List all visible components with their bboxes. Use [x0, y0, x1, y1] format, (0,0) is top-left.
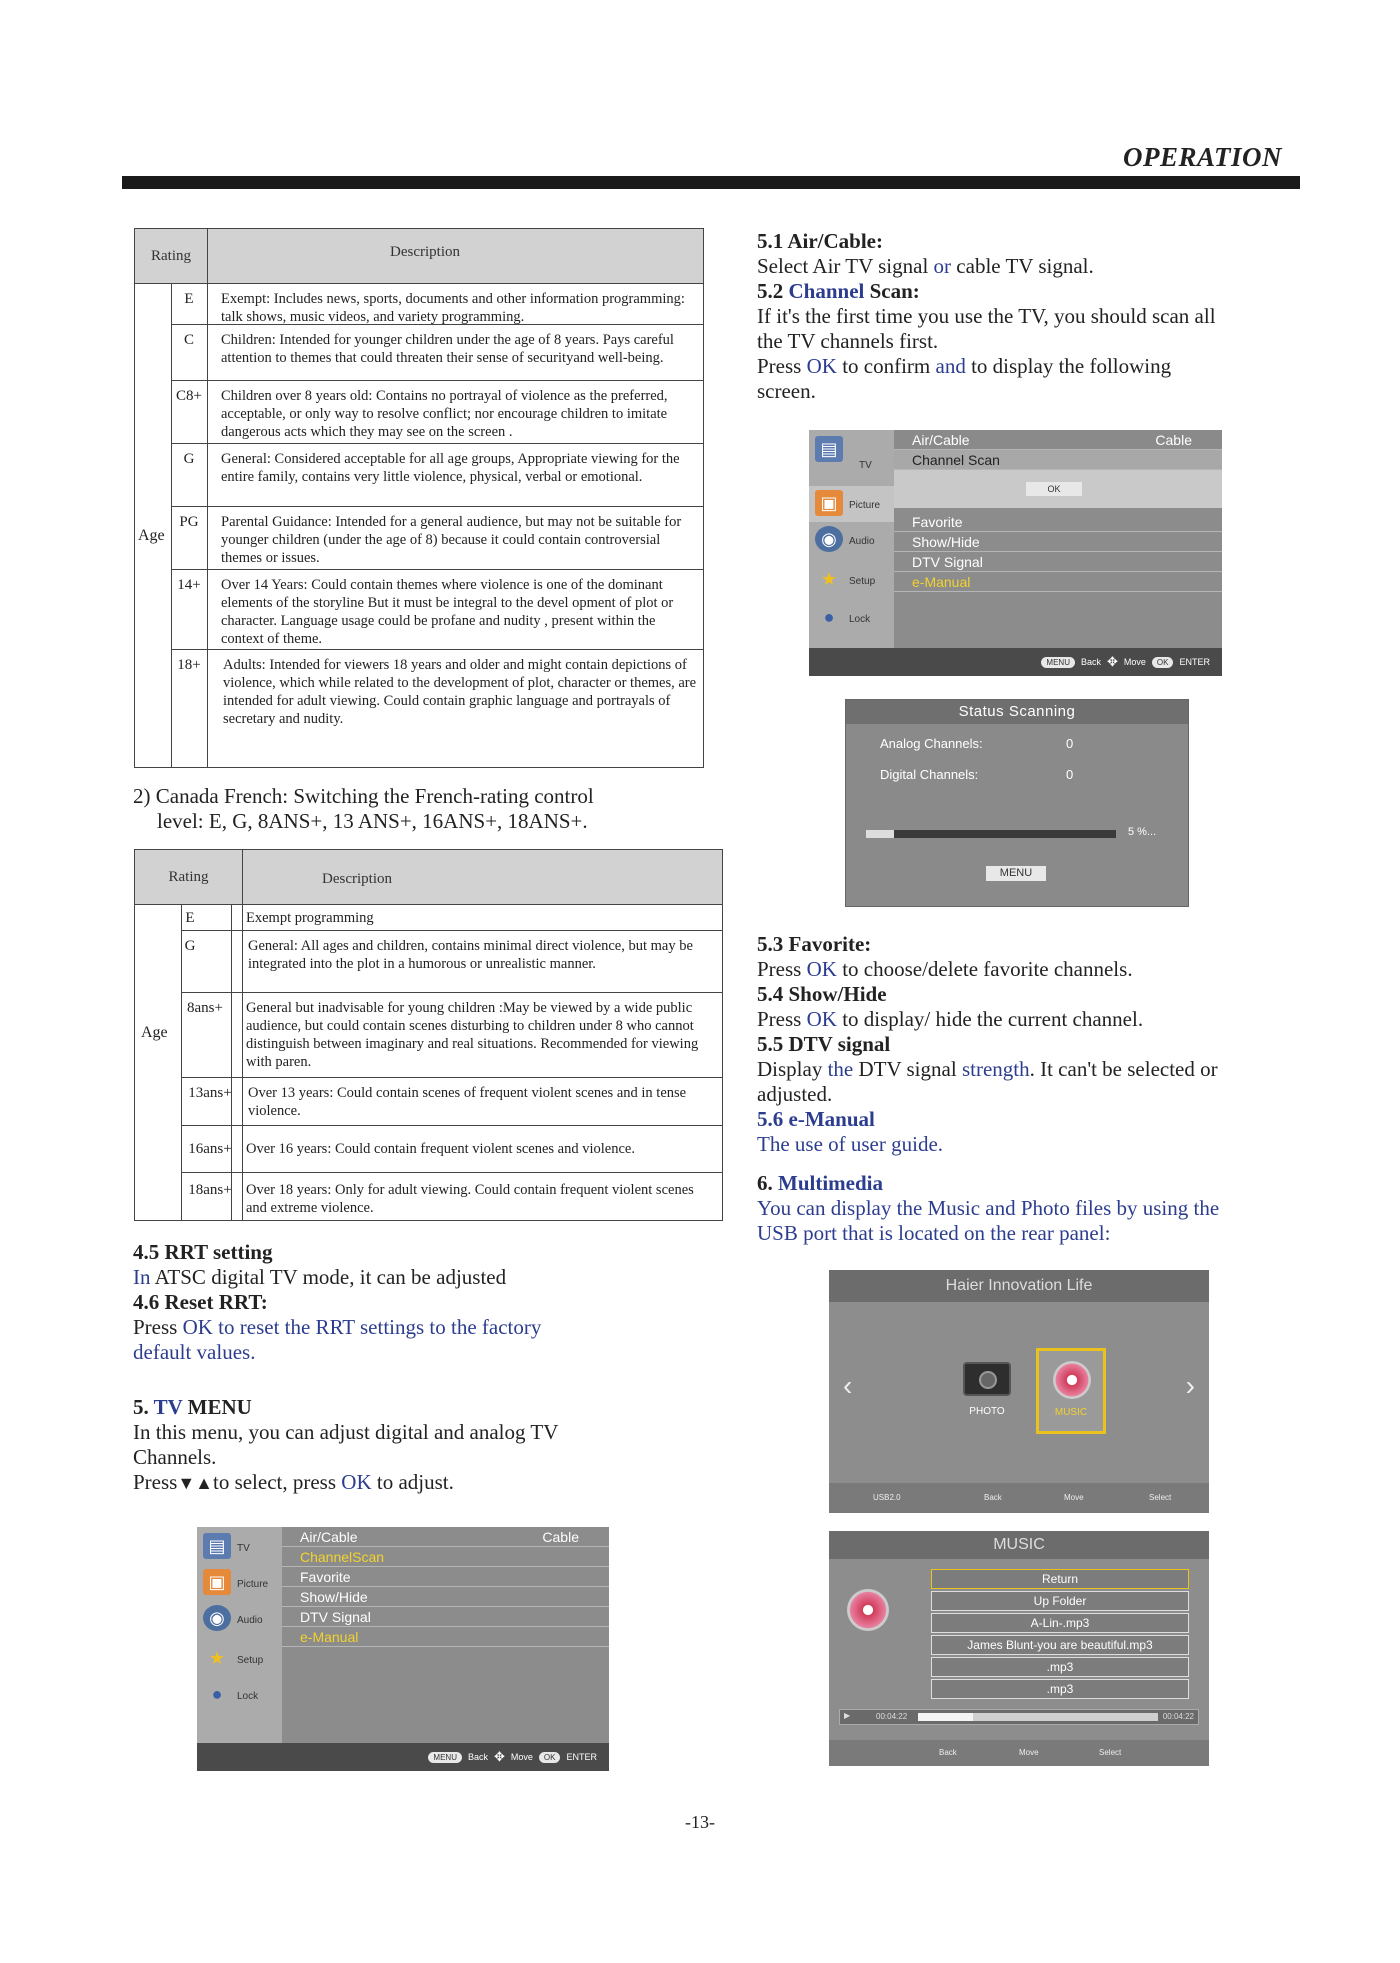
age-label: Age — [141, 1024, 168, 1041]
music-disc-icon — [1053, 1361, 1091, 1399]
list-item[interactable]: Up Folder — [931, 1591, 1189, 1611]
music-progress-track[interactable] — [918, 1713, 1158, 1721]
digital-channels-label: Digital Channels: — [880, 767, 979, 782]
haier-home-title: Haier Innovation Life — [829, 1270, 1209, 1302]
table-row: E Exempt: Includes news, sports, documents and other information programming: talk shows, music videos, and variety programming. — [171, 284, 703, 325]
scan-progress-bar — [866, 830, 1116, 838]
menu-item-air-cable[interactable]: Air/Cable Cable — [282, 1527, 609, 1547]
description-header: Description — [322, 871, 392, 887]
canada-french-text: 2) Canada French: Switching the French-rating control level: E, G, 8ANS+, 13 ANS+, 16ANS+, 18ANS+. — [133, 784, 594, 833]
french-rating-table — [134, 849, 723, 1221]
reset-rrt-heading: 4.6 Reset RRT: — [133, 1290, 268, 1314]
header-rule — [122, 176, 1300, 189]
analog-channels-label: Analog Channels: — [880, 736, 983, 751]
us-rating-table — [134, 228, 704, 768]
analog-channels-value: 0 — [1066, 736, 1074, 751]
sidebar-item-lock[interactable]: ● Lock — [197, 1677, 282, 1713]
music-disc-icon — [847, 1589, 889, 1631]
music-screen — [829, 1531, 1209, 1766]
table-row: 8ans+ General but inadvisable for young children :May be viewed by a wide public audience, but could contain scenes disturbing to children under 8 who cannot distinguish between imaginary and real situations. Recommended for viewing with paren. — [181, 993, 722, 1078]
photo-camera-icon[interactable] — [963, 1362, 1011, 1396]
tv-menu-section: 5. TV MENU In this menu, you can adjust digital and analog TV Channels. Press▼▲to select, press OK to adjust. — [133, 1395, 559, 1494]
dtv-signal-heading: 5.5 DTV signal — [757, 1032, 891, 1056]
table-row: 14+ Over 14 Years: Could contain themes where violence is one of the dominant elements of the storyline But it must be integral to the devel opment of plot or character. Language usage could be profane and nudity , present within the context of theme. — [171, 570, 703, 650]
scan-progress-fill — [866, 830, 894, 838]
music-file-list — [931, 1569, 1189, 1701]
table-row: PG Parental Guidance: Intended for a general audience, but may not be suitable for younger children (under the age of 8) because it could contain controversial themes or issues. — [171, 507, 703, 570]
menu-item-favorite[interactable]: Favorite — [282, 1567, 609, 1587]
menu-item-channel-scan[interactable]: Channel Scan — [894, 450, 1222, 470]
setup-icon: ★ — [820, 568, 838, 589]
music-label: MUSIC — [1054, 1407, 1088, 1418]
menu-key: MENU — [1041, 657, 1075, 668]
menu-item-show-hide[interactable]: Show/Hide — [894, 532, 1222, 552]
menu-item-channel-scan[interactable]: ChannelScan — [282, 1547, 609, 1567]
total-time: 00:04:22 — [1162, 1712, 1194, 1721]
music-playback-bar — [839, 1709, 1199, 1725]
elapsed-time: 00:04:22 — [876, 1712, 908, 1721]
scan-sidebar — [809, 430, 894, 648]
table-row: G General: Considered acceptable for all age groups, Appropriate viewing for the entire family, contains very little violence, physical, verbal or emotional. — [171, 444, 703, 507]
sidebar-item-setup[interactable]: ★ Setup — [809, 562, 894, 598]
menu-item-dtv-signal[interactable]: DTV Signal — [894, 552, 1222, 572]
haier-home-screen — [829, 1270, 1209, 1513]
menu-item-favorite[interactable]: Favorite — [894, 512, 1222, 532]
sidebar-item-tv[interactable]: ▤ TV — [197, 1529, 282, 1565]
table-row: E Exempt programming — [181, 905, 722, 931]
music-tile[interactable] — [1036, 1348, 1106, 1434]
sidebar-item-picture[interactable]: ▣ Picture — [197, 1565, 282, 1601]
us-table-header — [135, 229, 703, 284]
scan-progress-label: 5 %... — [1128, 826, 1157, 838]
tv-menu-sidebar — [197, 1527, 282, 1743]
haier-bottom-bar: USB2.0 Back Move Select — [829, 1483, 1209, 1513]
rating-header: Rating — [151, 248, 191, 264]
favorite-section: 5.3 Favorite: Press OK to choose/delete favorite channels. 5.4 Show/Hide Press OK to display/ hide the current channel. 5.5 DTV signal Display the DTV signal strength. It can't be selected or adjusted. 5.6 e-Manual The use of user guide. — [757, 932, 1317, 1157]
table-row: C8+ Children over 8 years old: Contains no portrayal of violence as the preferred, acceptable, or only way to resolve conflict; nor encourage children to imitate dangerous acts which they may see on the screen . — [171, 381, 703, 444]
menu-item-show-hide[interactable]: Show/Hide — [282, 1587, 609, 1607]
menu-item-e-manual[interactable]: e-Manual — [282, 1627, 609, 1647]
air-cable-heading: 5.1 Air/Cable: — [757, 229, 883, 253]
channel-scan-screen — [809, 430, 1222, 676]
favorite-heading: 5.3 Favorite: — [757, 932, 872, 956]
ok-key: OK — [539, 1752, 561, 1763]
status-menu-button[interactable]: MENU — [986, 866, 1046, 881]
table-row: G General: All ages and children, contains minimal direct violence, but may be integrated into the plot in a humorous or unrealistic manner. — [181, 931, 722, 993]
tv-icon: ▤ — [815, 436, 843, 462]
list-item[interactable]: .mp3 — [931, 1679, 1189, 1699]
move-arrows-icon: ✥ — [494, 1749, 505, 1764]
description-header: Description — [390, 244, 460, 260]
lock-icon: ● — [211, 1683, 223, 1704]
menu-item-e-manual[interactable]: e-Manual — [894, 572, 1222, 592]
rating-header: Rating — [168, 869, 209, 885]
sidebar-item-picture[interactable]: ▣ Picture — [809, 486, 894, 522]
rrt-heading: 4.5 RRT setting — [133, 1240, 273, 1264]
table-row: 13ans+ Over 13 years: Could contain scenes of frequent violent scenes and in tense violence. — [181, 1078, 722, 1126]
left-arrow-icon[interactable]: ‹ — [843, 1370, 853, 1401]
music-progress-fill — [918, 1713, 973, 1721]
sidebar-item-lock[interactable]: ● Lock — [809, 600, 894, 636]
photo-label: PHOTO — [969, 1406, 1005, 1417]
ok-key: OK — [1152, 657, 1174, 668]
scan-ok-button[interactable]: OK — [1026, 482, 1082, 496]
fr-table-header — [135, 850, 722, 905]
down-up-arrows-icon: ▼▲ — [177, 1473, 213, 1493]
status-scanning-dialog — [845, 699, 1189, 907]
table-row: C Children: Intended for younger children under the age of 8 years. Pays careful attention to themes that could threaten their sense of securityand well-being. — [171, 325, 703, 381]
sidebar-item-audio[interactable]: ◉ Audio — [197, 1601, 282, 1637]
menu-item-air-cable[interactable]: Air/Cable Cable — [894, 430, 1222, 450]
sidebar-item-audio[interactable]: ◉ Audio — [809, 522, 894, 558]
scan-ok-area — [894, 470, 1222, 508]
lock-icon: ● — [823, 606, 835, 627]
tv-menu-screen — [197, 1527, 609, 1771]
picture-icon: ▣ — [203, 1569, 231, 1595]
digital-channels-value: 0 — [1066, 767, 1074, 782]
sidebar-item-setup[interactable]: ★ Setup — [197, 1641, 282, 1677]
multimedia-section: 6. Multimedia You can display the Music and Photo files by using the USB port that is located on the rear panel: — [757, 1171, 1220, 1245]
music-bottom-bar: Back Move Select — [829, 1740, 1209, 1766]
age-label: Age — [138, 527, 165, 544]
air-cable-section: 5.1 Air/Cable: Select Air TV signal or cable TV signal. 5.2 Channel Scan: If it's the first time you use the TV, you should scan all the TV channels first. Press OK to confirm and to display the following screen. — [757, 229, 1317, 404]
audio-icon: ◉ — [203, 1605, 231, 1631]
right-arrow-icon[interactable]: › — [1185, 1370, 1195, 1401]
setup-icon: ★ — [208, 1647, 226, 1668]
table-row: 18+ Adults: Intended for viewers 18 years and older and might contain depictions of violence, which while related to the development of plot, character or themes, are intended for adult viewing. Could contain graphic language and portrayals of secretary and nudity. — [177, 657, 697, 727]
list-item[interactable]: .mp3 — [931, 1657, 1189, 1677]
e-manual-heading: 5.6 e-Manual — [757, 1107, 875, 1131]
menu-item-dtv-signal[interactable]: DTV Signal — [282, 1607, 609, 1627]
page-number: -13- — [685, 1812, 715, 1832]
tv-menu-bottom-bar: MENU Back ✥ Move OK ENTER — [197, 1743, 609, 1771]
table-row: 18ans+ Over 18 years: Only for adult viewing. Could contain frequent violent scenes and extreme violence. — [188, 1182, 694, 1216]
list-item[interactable]: A-Lin-.mp3 — [931, 1613, 1189, 1633]
table-row: 16ans+ Over 16 years: Could contain frequent violent scenes and violence. — [181, 1126, 722, 1173]
menu-key: MENU — [428, 1752, 462, 1763]
scan-bottom-bar: MENU Back ✥ Move OK ENTER — [809, 648, 1222, 676]
sidebar-item-tv[interactable]: ▤ TV — [809, 432, 894, 468]
list-item[interactable]: Return — [931, 1569, 1189, 1589]
show-hide-heading: 5.4 Show/Hide — [757, 982, 887, 1006]
picture-icon: ▣ — [815, 490, 843, 516]
status-scanning-title: Status Scanning — [846, 700, 1188, 724]
audio-icon: ◉ — [815, 526, 843, 552]
usb-indicator: USB2.0 — [873, 1493, 901, 1502]
move-arrows-icon: ✥ — [1107, 654, 1118, 669]
tv-icon: ▤ — [203, 1533, 231, 1559]
play-icon: ▶ — [844, 1711, 851, 1720]
music-screen-title: MUSIC — [829, 1531, 1209, 1559]
section-title: OPERATION — [1122, 142, 1282, 172]
rrt-section: 4.5 RRT setting In ATSC digital TV mode, it can be adjusted 4.6 Reset RRT: Press OK to reset the RRT settings to the factory default values. — [133, 1240, 753, 1365]
list-item[interactable]: James Blunt-you are beautiful.mp3 — [931, 1635, 1189, 1655]
